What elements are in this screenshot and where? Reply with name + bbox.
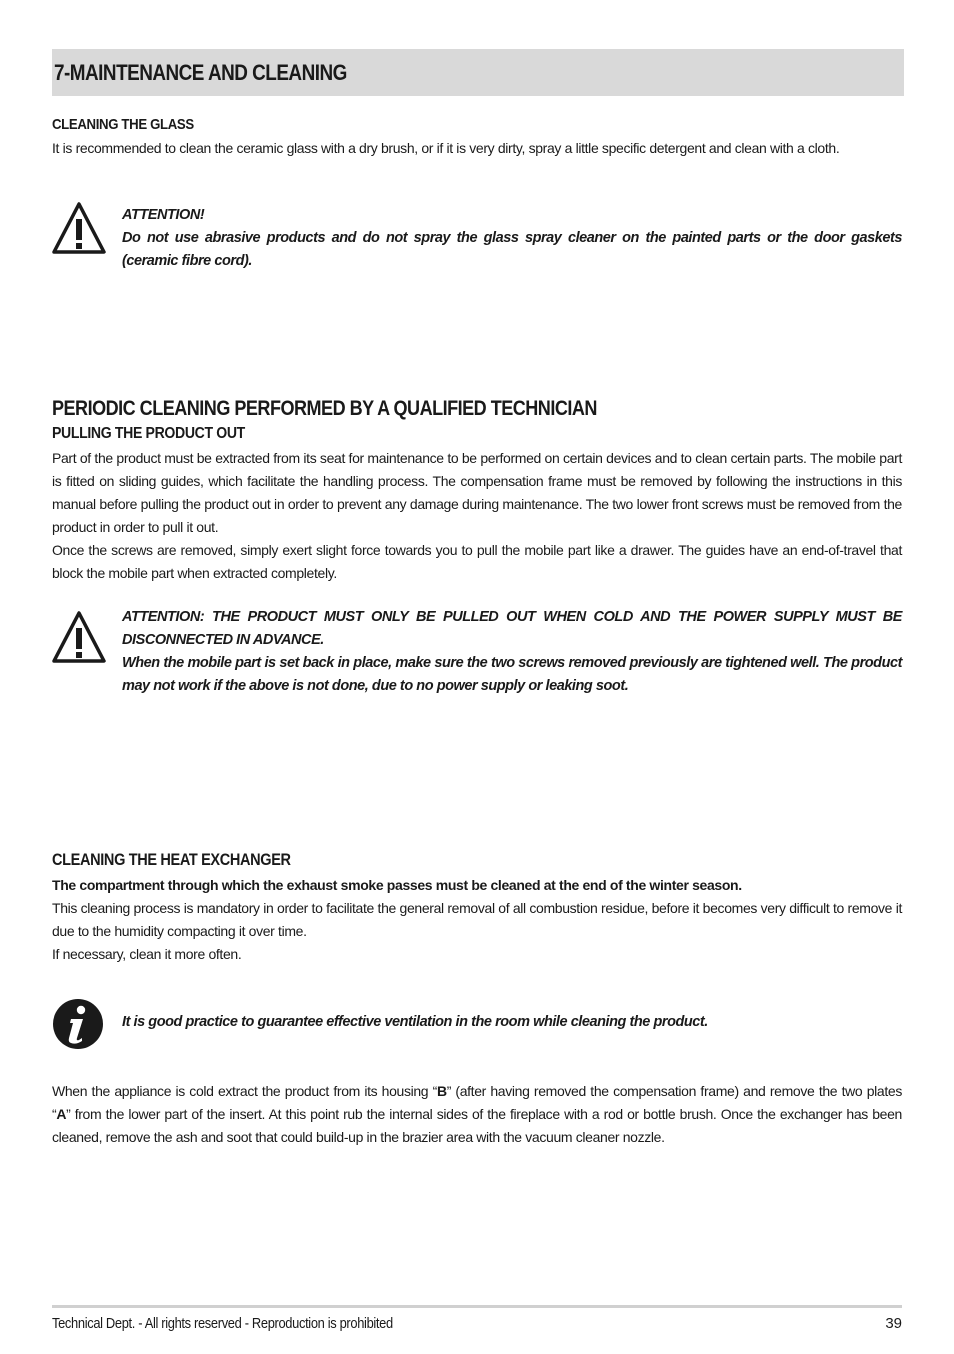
exchanger-para-1: This cleaning process is mandatory in order to facilitate the general removal of all combustion residue, before it becomes very difficult to remove it due to the humidity compacting it over time.: [52, 900, 902, 939]
pulling-para-2: Once the screws are removed, simply exert slight force towards you to pull the mobile part like a drawer. The guides have an end-of-travel that block the mobile part when extracted completely.: [52, 542, 902, 581]
warning-1: [122, 204, 902, 273]
procedure-part-3: ” from the lower part of the insert. At this point rub the internal sides of the fireplace with a rod or bottle brush. Once the exchanger has been cleaned, remove the ash and soot that could build-up in the brazier area with the vacuum cleaner nozzle.: [52, 1106, 902, 1145]
procedure-text: [52, 1080, 902, 1149]
warning-2: [122, 606, 902, 698]
warning-triangle-icon: [52, 611, 106, 663]
info-text: It is good practice to guarantee effective ventilation in the room while cleaning the product.: [122, 1014, 708, 1030]
section-periodic-cleaning: [52, 397, 686, 421]
warning-2-text: When the mobile part is set back in place, make sure the two screws removed previously are tightened well. The product may not work if the above is not done, due to no power supply or leaking soot.: [122, 655, 902, 694]
procedure-part-1: When the appliance is cold extract the product from its housing “: [52, 1083, 437, 1099]
exchanger-body: [52, 897, 902, 966]
warning-triangle-icon: [52, 202, 106, 254]
info-icon: [52, 998, 104, 1050]
section-cleaning-glass: [52, 116, 213, 133]
procedure-part-2: ” (after having removed the compensation frame) and remove the two plates “: [52, 1083, 902, 1122]
pulling-para-1: Part of the product must be extracted from its seat for maintenance to be performed on certain devices and to clean certain parts. The mobile part is fitted on sliding guides, which facilitate the handling process. The compensation frame must be removed by following the instructions in this manual before pulling the product out in order to prevent any damage during maintenance. The two lower front screws must be removed from the product in order to pull it out.: [52, 450, 902, 535]
section-heat-exchanger: [52, 851, 323, 870]
warning-1-text: Do not use abrasive products and do not spray the glass spray cleaner on the painted parts or the door gaskets (ceramic fibre cord).: [122, 230, 902, 269]
glass-text: It is recommended to clean the ceramic glass with a dry brush, or if it is very dirty, spray a little specific detergent and clean with a cloth.: [52, 140, 840, 156]
exchanger-bold-line: The compartment through which the exhaust smoke passes must be cleaned at the end of the winter season.: [52, 877, 742, 893]
label-a: A: [56, 1106, 67, 1122]
periodic-heading: PERIODIC CLEANING PERFORMED BY A QUALIFIED TECHNICIAN: [52, 397, 597, 420]
chapter-header-bar: [52, 49, 904, 96]
warning-2-title: ATTENTION: THE PRODUCT MUST ONLY BE PULLED OUT WHEN COLD AND THE POWER SUPPLY MUST BE DISCONNECTED IN ADVANCE.: [122, 609, 902, 648]
glass-heading: CLEANING THE GLASS: [52, 116, 194, 133]
label-b: B: [436, 1083, 447, 1099]
warning-1-title: ATTENTION!: [122, 207, 205, 223]
pulling-heading: PULLING THE PRODUCT OUT: [52, 425, 245, 442]
page-number: 39: [885, 1315, 902, 1332]
pulling-body: [52, 447, 902, 585]
exchanger-para-2: If necessary, clean it more often.: [52, 946, 242, 962]
chapter-title: 7-MAINTENANCE AND CLEANING: [54, 59, 347, 85]
footer-text: Technical Dept. - All rights reserved - Reproduction is prohibited: [52, 1315, 393, 1332]
footer-divider: [52, 1305, 902, 1308]
exchanger-heading: CLEANING THE HEAT EXCHANGER: [52, 851, 291, 869]
